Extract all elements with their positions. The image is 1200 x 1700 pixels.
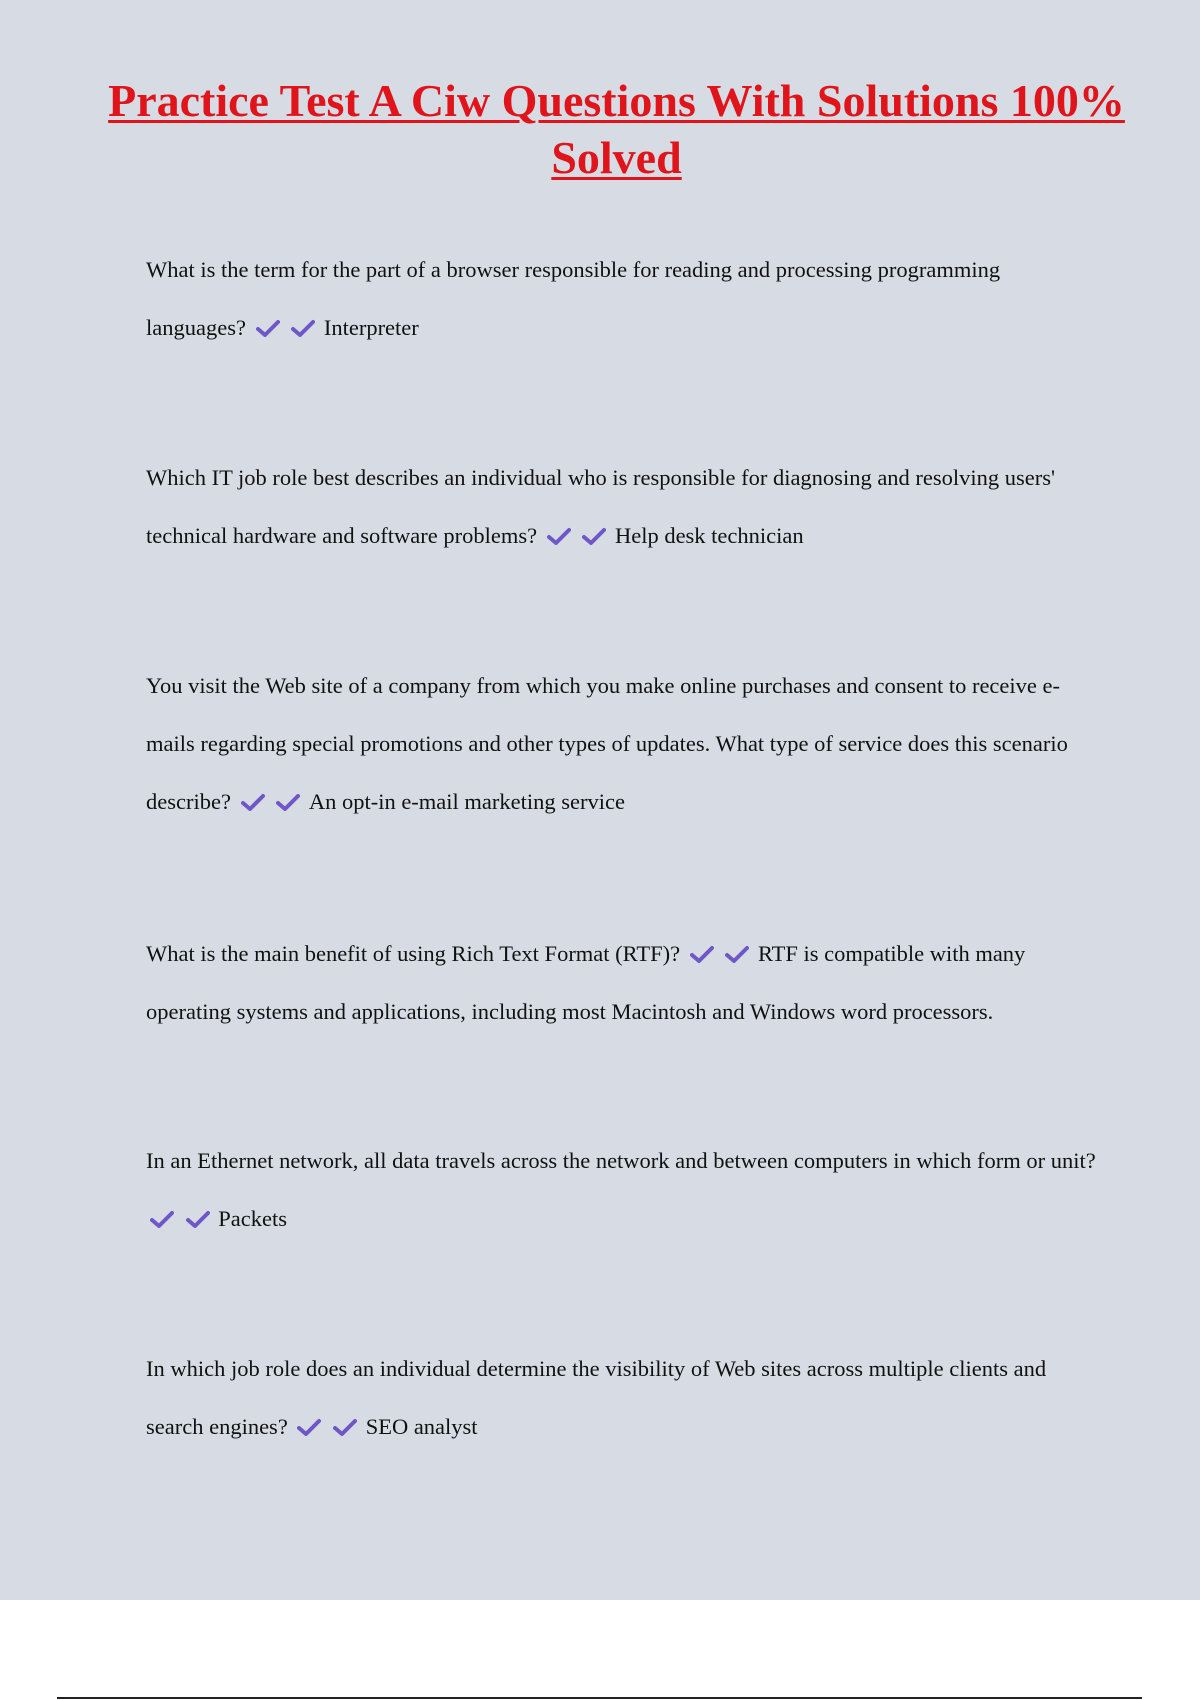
question-text: What is the main benefit of using Rich Text Format (RTF)? xyxy=(146,941,681,966)
checkmark-icon xyxy=(276,793,300,811)
answer-text: Help desk technician xyxy=(614,523,804,548)
checkmark-icon xyxy=(291,319,315,337)
checkmark-icon xyxy=(150,1210,174,1228)
answer-text: Interpreter xyxy=(323,315,419,340)
question-text: In an Ethernet network, all data travels across the network and between computers in which form or unit? xyxy=(146,1148,1096,1173)
qa-item xyxy=(146,1132,1096,1248)
page-divider xyxy=(57,1697,1142,1699)
qa-item xyxy=(146,1340,1096,1456)
qa-item xyxy=(146,657,1096,831)
checkmark-icon xyxy=(256,319,280,337)
checkmark-icon xyxy=(333,1418,357,1436)
checkmark-icon xyxy=(690,945,714,963)
answer-text: An opt-in e-mail marketing service xyxy=(308,789,625,814)
answer-text: Packets xyxy=(218,1206,287,1231)
checkmark-icon xyxy=(297,1418,321,1436)
qa-item xyxy=(146,241,1096,357)
question-text: What is the term for the part of a browser responsible for reading and processing programming languages? xyxy=(146,257,1001,340)
qa-item xyxy=(146,449,1096,565)
qa-item xyxy=(146,925,1096,1041)
answer-text: SEO analyst xyxy=(365,1414,478,1439)
question-text: In which job role does an individual determine the visibility of Web sites across multiple clients and search engines? xyxy=(146,1356,1047,1439)
checkmark-icon xyxy=(547,527,571,545)
checkmark-icon xyxy=(725,945,749,963)
checkmark-icon xyxy=(241,793,265,811)
question-text: Which IT job role best describes an individual who is responsible for diagnosing and resolving users' technical hardware and software problems? xyxy=(146,465,1056,548)
answer-text: RTF is compatible with many operating systems and applications, including most Macintosh and Windows word processors. xyxy=(146,941,1026,1024)
checkmark-icon xyxy=(582,527,606,545)
question-text: You visit the Web site of a company from which you make online purchases and consent to receive e-mails regarding special promotions and other types of updates. What type of service does this scenario describe? xyxy=(146,673,1068,814)
document-title: Practice Test A Ciw Questions With Solutions 100% Solved xyxy=(108,75,1125,183)
checkmark-icon xyxy=(186,1210,210,1228)
